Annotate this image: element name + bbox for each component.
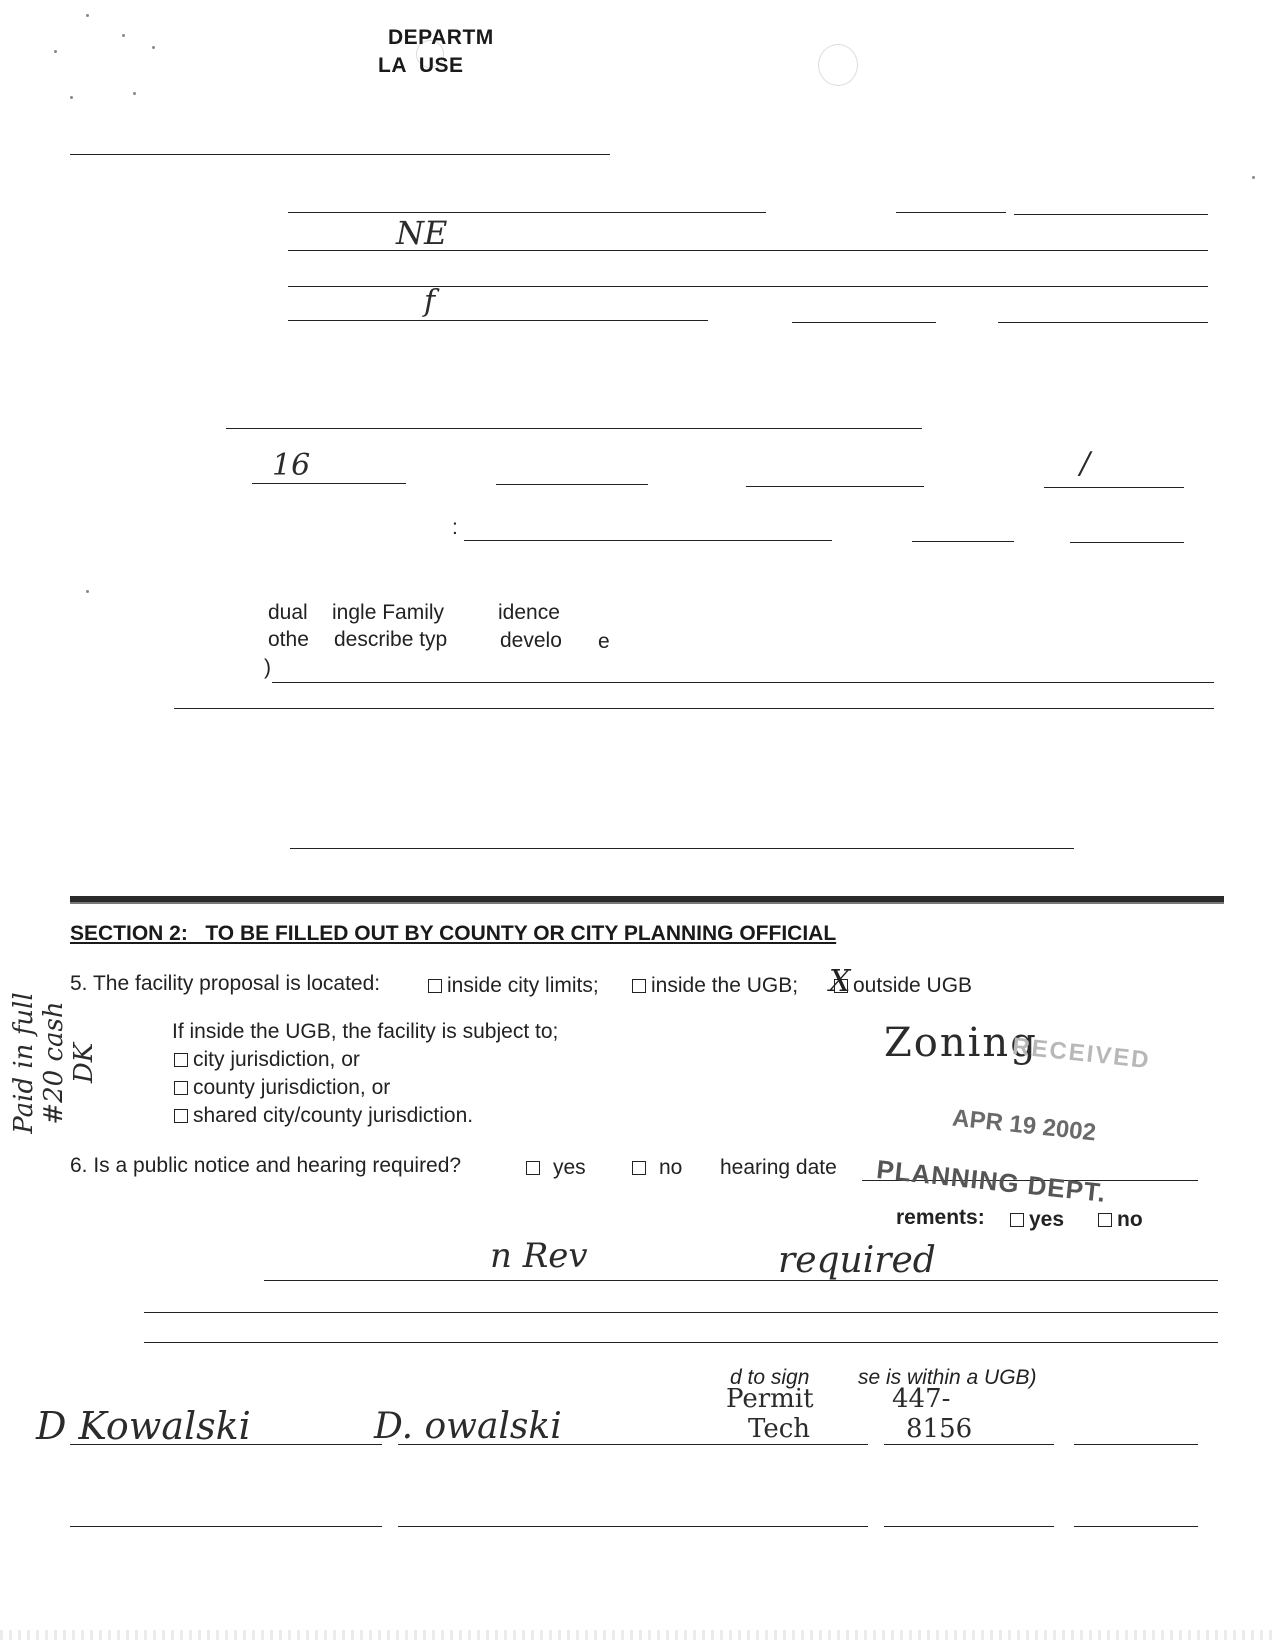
form-line — [896, 212, 1006, 213]
handwritten-zoning-note: Zoning — [884, 1020, 1038, 1066]
checkbox-icon[interactable] — [632, 1161, 646, 1175]
form-line — [746, 486, 924, 487]
colon-mark: : — [452, 516, 458, 539]
q5-option-inside-ugb[interactable] — [632, 974, 798, 998]
ugb-option-label: city jurisdiction, or — [193, 1048, 360, 1071]
sign-header-fragment: se is within a UGB) — [858, 1366, 1037, 1389]
margin-note-line: DK — [69, 1042, 99, 1084]
checkbox-icon[interactable] — [632, 979, 646, 993]
q6-option-yes[interactable] — [526, 1156, 586, 1180]
q5-option-city-limits[interactable] — [428, 974, 599, 998]
form-line — [144, 1312, 1218, 1313]
checkbox-icon[interactable] — [1098, 1213, 1112, 1227]
handwritten-official-title: Tech — [748, 1414, 811, 1444]
form-line — [912, 541, 1014, 542]
handwritten-review-note: n Rev — [490, 1236, 588, 1276]
scan-speck — [70, 96, 73, 99]
ugb-option-label: county jurisdiction, or — [193, 1076, 391, 1099]
header-title-line2: LA USE — [378, 54, 464, 77]
form-line — [884, 1526, 1054, 1527]
scan-speck — [133, 92, 136, 95]
checkbox-icon[interactable] — [174, 1053, 188, 1067]
q5-option-label: outside UGB — [853, 974, 973, 997]
ugb-option-county[interactable] — [174, 1076, 390, 1100]
form-line — [174, 708, 1214, 709]
received-stamp-date: APR 19 2002 — [951, 1104, 1098, 1147]
checkbox-icon[interactable] — [428, 979, 442, 993]
use-type-paren: ) — [264, 656, 271, 679]
handwritten-lot-number: 16 — [272, 448, 311, 483]
form-line — [290, 848, 1074, 849]
handwritten-official-signature: D. owalski — [374, 1406, 562, 1447]
scan-speck — [86, 590, 89, 593]
checked-checkbox-icon[interactable] — [834, 979, 848, 993]
scan-speck — [152, 46, 155, 49]
q5-option-outside-ugb[interactable] — [834, 974, 972, 998]
handwritten-margin-note — [9, 973, 99, 1153]
use-type-fragment: develo — [500, 629, 562, 652]
form-line — [70, 154, 610, 155]
form-line — [398, 1444, 868, 1445]
scan-noise-band — [0, 1630, 1275, 1640]
checkbox-icon[interactable] — [1010, 1213, 1024, 1227]
use-type-fragment: idence — [498, 601, 560, 624]
scan-speck — [1252, 176, 1255, 179]
checkbox-icon[interactable] — [174, 1109, 188, 1123]
form-line — [464, 540, 832, 541]
received-stamp-text: RECEIVED — [1011, 1032, 1152, 1075]
form-line — [226, 428, 922, 429]
form-line — [144, 1342, 1218, 1343]
scan-smudge — [818, 44, 858, 86]
requirements-option-no[interactable] — [1098, 1208, 1143, 1232]
form-line — [398, 1526, 868, 1527]
scan-speck — [122, 34, 125, 37]
form-line — [496, 484, 648, 485]
q5-option-label: inside city limits; — [447, 974, 599, 997]
q6-option-no[interactable] — [632, 1156, 682, 1180]
use-type-fragment: ingle Family — [332, 601, 445, 624]
q5-label: 5. The facility proposal is located: — [70, 972, 381, 995]
requirements-label: rements: — [896, 1206, 985, 1229]
use-type-fragment: dual — [268, 601, 308, 624]
form-line — [1070, 542, 1184, 543]
scan-speck — [54, 50, 57, 53]
form-line — [252, 483, 406, 484]
ugb-option-city[interactable] — [174, 1048, 360, 1072]
scan-speck — [86, 14, 89, 17]
checkbox-icon[interactable] — [174, 1081, 188, 1095]
form-line — [264, 1280, 1218, 1281]
use-type-fragment: othe — [268, 628, 309, 651]
q6-yes-label: yes — [553, 1156, 586, 1179]
form-line — [288, 320, 708, 321]
handwritten-review-note: required — [778, 1240, 936, 1281]
ugb-option-shared[interactable] — [174, 1104, 473, 1128]
form-line — [1044, 487, 1184, 488]
form-line — [1014, 214, 1208, 215]
form-line — [70, 1526, 382, 1527]
requirements-no-label: no — [1117, 1208, 1143, 1231]
ugb-subject-intro: If inside the UGB, the facility is subject to; — [172, 1020, 559, 1043]
hearing-date-label: hearing date — [720, 1156, 837, 1179]
handwritten-street: NE — [396, 214, 448, 252]
form-line — [884, 1444, 1054, 1445]
q6-no-label: no — [659, 1156, 683, 1179]
q5-option-label: inside the UGB; — [651, 974, 799, 997]
q6-label: 6. Is a public notice and hearing required? — [70, 1154, 462, 1177]
margin-note-line: Paid in full — [9, 992, 39, 1134]
form-line — [792, 322, 936, 323]
received-stamp-dept: PLANNING DEPT. — [875, 1154, 1108, 1208]
handwritten-city: f — [424, 284, 436, 319]
ugb-option-label: shared city/county jurisdiction. — [193, 1104, 474, 1127]
use-type-fragment: describe typ — [334, 628, 448, 651]
form-line — [288, 212, 766, 213]
form-line — [1074, 1526, 1198, 1527]
use-type-fragment: e — [598, 630, 610, 653]
sign-header-fragment: d to sign — [730, 1366, 810, 1389]
handwritten-official-phone: 447- — [892, 1384, 951, 1414]
checkbox-icon[interactable] — [526, 1161, 540, 1175]
requirements-option-yes[interactable] — [1010, 1208, 1064, 1232]
handwritten-official-name: D Kowalski — [36, 1404, 251, 1448]
handwritten-official-phone: 8156 — [906, 1414, 973, 1444]
form-line — [70, 1444, 382, 1445]
requirements-yes-label: yes — [1029, 1208, 1065, 1231]
header-title-line1: DEPARTM — [388, 26, 494, 49]
form-line — [272, 682, 1214, 683]
handwritten-lot-slash: / — [1080, 446, 1091, 481]
section-divider — [70, 896, 1224, 904]
form-line — [288, 250, 1208, 251]
handwritten-official-title: Permit — [726, 1384, 814, 1414]
section2-title: SECTION 2: TO BE FILLED OUT BY COUNTY OR CITY PLANNING OFFICIAL — [70, 922, 837, 945]
form-line — [1074, 1444, 1198, 1445]
margin-note-line: #20 cash — [39, 1001, 69, 1125]
form-line — [998, 322, 1208, 323]
